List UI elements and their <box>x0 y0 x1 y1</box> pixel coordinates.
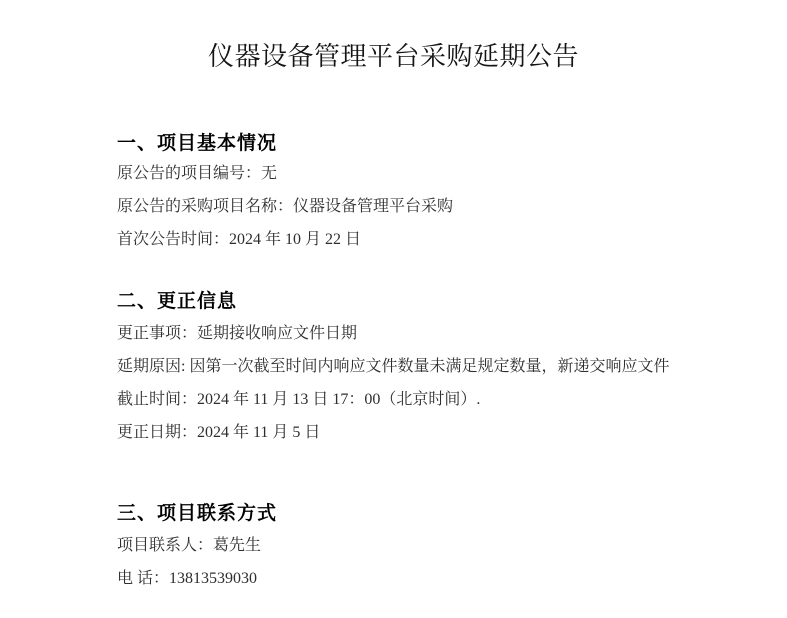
field-correction-item: 更正事项：延期接收响应文件日期 <box>117 325 358 342</box>
section-contact-info <box>117 501 767 595</box>
section-basic-info-lines <box>117 157 767 256</box>
section-basic-info <box>117 131 767 256</box>
field-delay-reason: 延期原因: 因第一次截至时间内响应文件数量未满足规定数量，新递交响应文件 <box>117 358 670 375</box>
field-correction-date: 更正日期：2024 年 11 月 5 日 <box>117 424 321 441</box>
field-contact-phone: 电 话：13813539030 <box>117 570 258 587</box>
section-correction-info-lines <box>117 317 767 449</box>
section-contact-info-heading: 三、项目联系方式 <box>117 503 278 524</box>
section-basic-info-heading: 一、项目基本情况 <box>117 133 278 154</box>
document-body <box>0 131 787 595</box>
section-correction-info-heading: 二、更正信息 <box>117 291 238 312</box>
document-title: 仪器设备管理平台采购延期公告 <box>207 42 579 71</box>
field-original-project-name: 原公告的采购项目名称：仪器设备管理平台采购 <box>117 198 454 215</box>
section-contact-info-lines <box>117 529 767 595</box>
field-first-announcement-date: 首次公告时间：2024 年 10 月 22 日 <box>117 231 362 248</box>
section-correction-info <box>117 289 767 449</box>
field-original-project-number: 原公告的项目编号：无 <box>117 165 278 182</box>
field-deadline-time: 截止时间：2024 年 11 月 13 日 17：00（北京时间）. <box>117 391 481 408</box>
field-contact-person: 项目联系人：葛先生 <box>117 537 262 554</box>
